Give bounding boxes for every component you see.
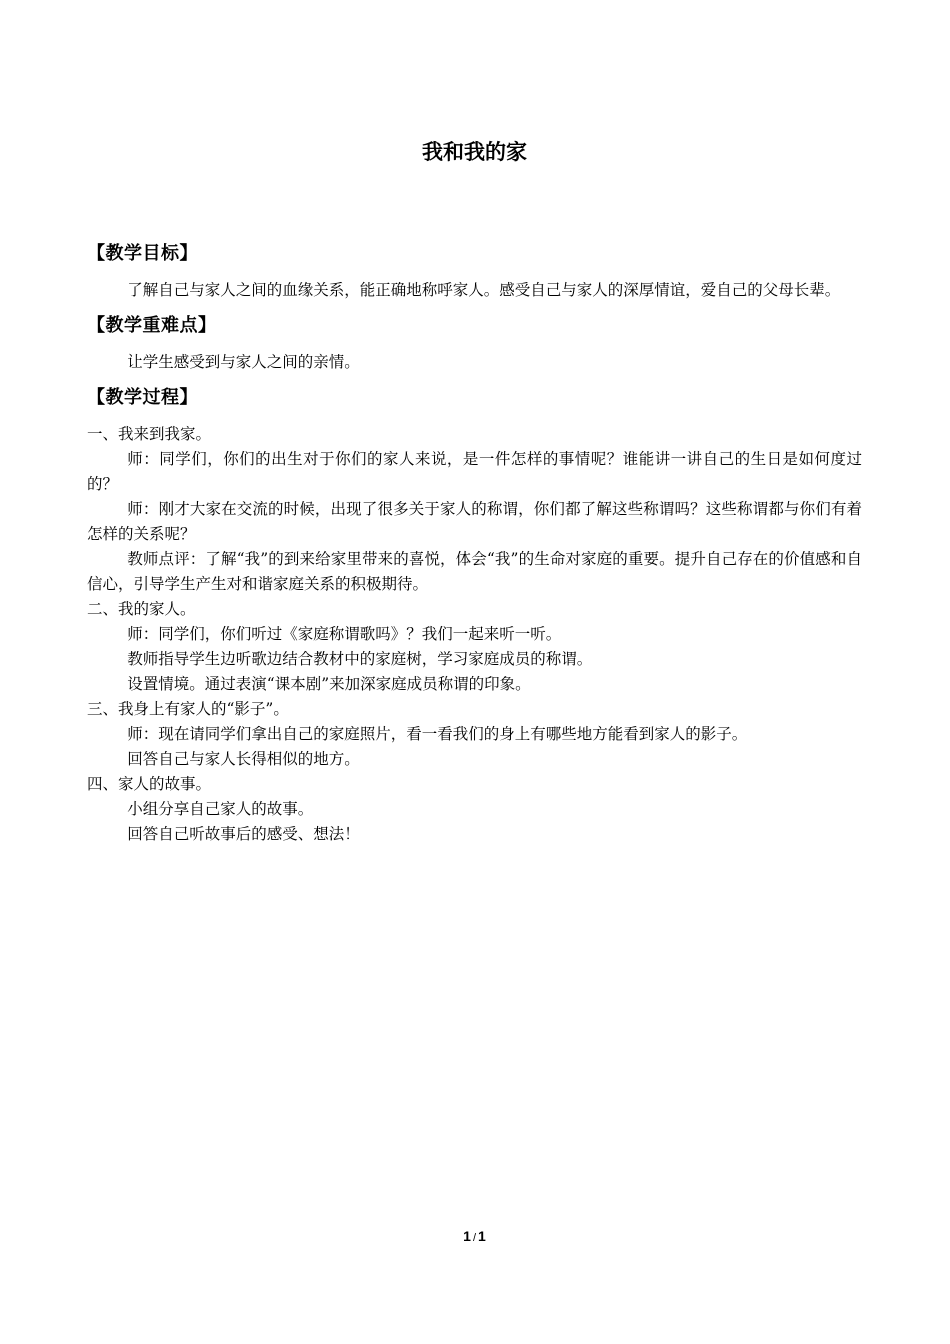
paragraph: 回答自己与家人长得相似的地方。 [127, 750, 360, 768]
section-teaching-goals [87, 240, 862, 303]
step-label: 一、我来到我家。 [87, 425, 212, 443]
section-key-points [87, 312, 862, 375]
page-separator: / [472, 1232, 477, 1244]
paragraph: 让学生感受到与家人之间的亲情。 [127, 353, 360, 371]
paragraph: 师：刚才大家在交流的时候，出现了很多关于家人的称谓，你们都了解这些称谓吗？这些称谓都与你们有着怎样的关系呢？ [87, 500, 862, 543]
process-step-3 [87, 697, 862, 772]
paragraph: 设置情境。通过表演“课本剧”来加深家庭成员称谓的印象。 [127, 675, 531, 693]
process-step-2 [87, 597, 862, 697]
total-page-number: 1 [478, 1228, 486, 1244]
process-step-4 [87, 772, 862, 847]
paragraph: 教师点评：了解“我”的到来给家里带来的喜悦，体会“我”的生命对家庭的重要。提升自己存在的价值感和自信心，引导学生产生对和谐家庭关系的积极期待。 [87, 550, 862, 593]
paragraph: 了解自己与家人之间的血缘关系，能正确地称呼家人。感受自己与家人的深厚情谊，爱自己的父母长辈。 [127, 281, 841, 299]
section-heading: 【教学过程】 [87, 387, 198, 408]
section-heading: 【教学重难点】 [87, 315, 217, 336]
paragraph: 回答自己听故事后的感受、想法！ [127, 825, 360, 843]
step-label: 四、家人的故事。 [87, 775, 212, 793]
document-title: 我和我的家 [422, 140, 527, 164]
section-teaching-process [87, 384, 862, 847]
step-label: 二、我的家人。 [87, 600, 196, 618]
paragraph: 师：现在请同学们拿出自己的家庭照片，看一看我们的身上有哪些地方能看到家人的影子。 [127, 725, 748, 743]
paragraph: 师：同学们，你们的出生对于你们的家人来说，是一件怎样的事情呢？谁能讲一讲自己的生日是如何度过的？ [87, 450, 862, 493]
process-step-1 [87, 422, 862, 597]
current-page-number: 1 [463, 1228, 471, 1244]
paragraph: 教师指导学生边听歌边结合教材中的家庭树，学习家庭成员的称谓。 [127, 650, 593, 668]
section-heading: 【教学目标】 [87, 243, 198, 264]
document-body [87, 240, 862, 847]
paragraph: 小组分享自己家人的故事。 [127, 800, 314, 818]
document-page [87, 0, 862, 1344]
page-number [87, 1226, 862, 1248]
step-label: 三、我身上有家人的“影子”。 [87, 700, 289, 718]
paragraph: 师：同学们，你们听过《家庭称谓歌吗》？我们一起来听一听。 [127, 625, 562, 643]
